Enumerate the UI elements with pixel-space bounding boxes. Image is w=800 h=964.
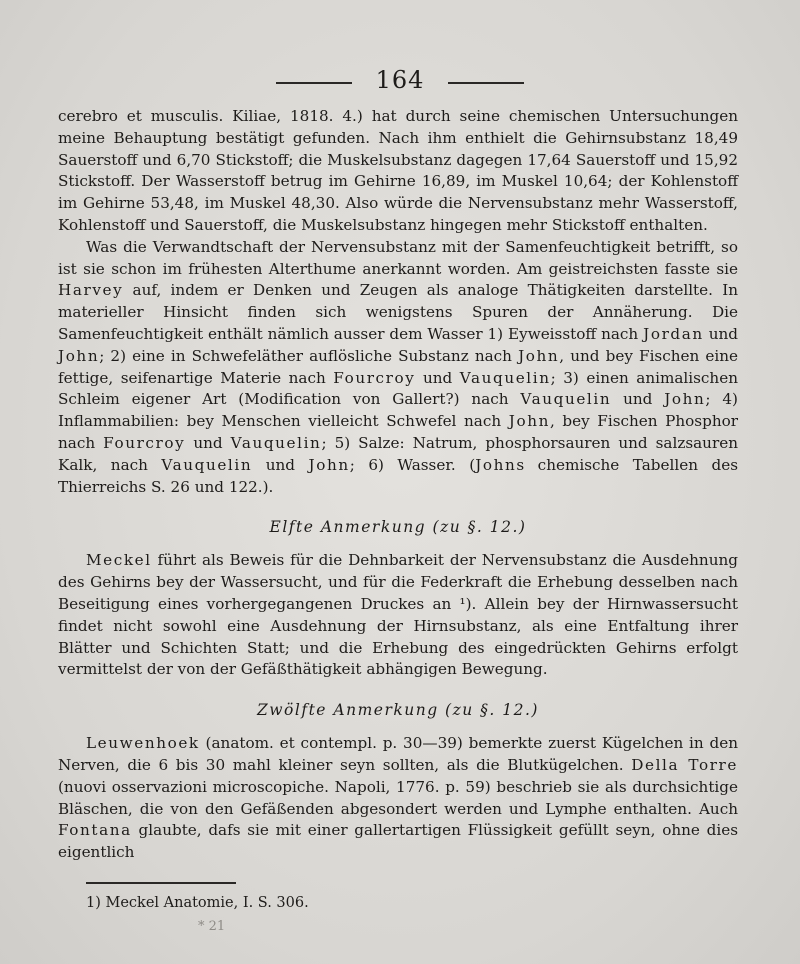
text-run: Was die Verwandtschaft der Nervensubstanz mit der Samenfeuchtigkeit betrifft, so ist sie schon im frühesten Alterthume anerkannt worden. Am geistreichsten fasste sie <box>58 237 738 278</box>
text-run: und <box>703 324 739 343</box>
text-run: und <box>611 390 665 409</box>
text-run: ; 3) einen animalischen Schleim eigener Art (Modification von Gallert?) nach <box>58 368 738 409</box>
spaced-name: Vauquelin <box>459 368 551 387</box>
text-run: ; 6) Wasser. ( <box>349 455 476 474</box>
text-run: auf, indem er Denken und Zeugen als analoge Thätigkeiten darstellte. In materieller Hinsicht finden sich wenigstens Spuren der Annäherung. Die Samenfeuchtigkeit enthält nämlich ausser dem Wasser 1) Eyweisstoff nach <box>58 281 738 343</box>
text-run: cerebro et musculis. Kiliae, 1818. 4.) hat durch seine chemischen Untersuchungen meine Behauptung bestätigt gefunden. Nach ihm enthielt die Gehirnsubstanz 18,49 Sauerstoff und 6,70 Stickstoff; die Muskelsubstanz dagegen 17,64 Sauerstoff und 15,92 Stickstoff. Der Wasserstoff betrug im Gehirne 16,89, im Muskel 10,64; der Kohlenstoff im Gehirne 53,48, im Muskel 48,30. Also würde die Nervensubstanz mehr Wasserstoff, Kohlenstoff und Sauerstoff, die Muskelsubstanz hingegen mehr Stickstoff enthalten. <box>58 107 738 234</box>
text-run: s chemische Tabellen des Thierreichs S. 26 und 122.). <box>58 455 738 496</box>
text-run: und <box>415 368 460 387</box>
text-run: (nuovi osservazioni microscopiche. Napoli, 1776. p. 59) beschrieb sie als durchsichtige Bläschen, die von den Gefäßenden abgesondert werden und Lymphe enthalten. Auch <box>58 777 738 818</box>
spaced-name: John <box>508 412 550 431</box>
header-rule-right <box>448 82 524 84</box>
paragraph-2 <box>58 237 738 499</box>
text-run: ; 4) Inflammabilien: bey Menschen vielleicht Schwefel nach <box>58 390 738 431</box>
spaced-name: John <box>664 390 706 409</box>
text-run: glaubte, dafs sie mit einer gallertartigen Flüssigkeit gefüllt seyn, ohne dies eigentlich <box>58 821 738 862</box>
text-run: ; 2) eine in Schwefeläther auflösliche Substanz nach <box>99 346 519 365</box>
spaced-name: Vauquelin <box>230 433 322 452</box>
header-rule-left <box>276 82 352 84</box>
spaced-name: Vauquelin <box>161 455 253 474</box>
spaced-name: Fourcroy <box>333 368 416 387</box>
text-run: , bey Fischen Phosphor nach <box>58 412 738 452</box>
footnote-rule <box>86 882 236 884</box>
text-run: , und bey Fischen eine fettige, seifenartige Materie nach <box>58 346 739 387</box>
spaced-name: John <box>308 455 350 474</box>
paragraph-4 <box>58 733 738 864</box>
paragraph-3 <box>58 550 738 681</box>
text-run: (anatom. et contempl. p. 30—39) bemerkte zuerst Kügelchen in den Nerven, die 6 bis 30 mahl kleiner seyn sollten, als die Blutkügelchen. <box>58 734 738 774</box>
page-number: 164 <box>375 66 425 94</box>
spaced-name: Jordan <box>643 324 704 343</box>
text-run: und <box>252 455 309 474</box>
text-run: ; 5) Salze: Natrum, phosphorsauren und salzsauren Kalk, nach <box>58 433 738 474</box>
paragraph-1 <box>58 106 738 237</box>
spaced-name: Vauquelin <box>520 390 612 409</box>
spaced-name: Meckel <box>86 551 152 570</box>
spaced-name: Fourcroy <box>103 433 186 452</box>
footnote: 1) Meckel Anatomie, I. S. 306. <box>86 895 309 911</box>
body-text <box>58 106 738 864</box>
text-run: führt als Beweis für die Dehnbarkeit der Nervensubstanz die Ausdehnung des Gehirns bey der Wassersucht, und für die Federkraft die Erhebung desselben nach Beseitigung eines vorhergegangenen Druckes an ¹). Allein bey der Hirnwassersucht findet nicht sowohl eine Ausdehnung der Hirnsubstanz, als eine Entfaltung ihrer Blätter und Schichten Statt; und die Erhebung des eingedrückten Gehirns erfolgt vermittelst der von der Gefäßthätigkeit abhängigen Bewegung. <box>58 551 738 679</box>
spaced-name: Harvey <box>58 281 124 300</box>
spaced-name: Fontana <box>58 821 132 840</box>
page-header <box>0 62 800 102</box>
printer-signature: * 21 <box>198 919 226 934</box>
spaced-name: John <box>518 346 560 365</box>
spaced-name: Leuwenhoek <box>86 734 200 753</box>
section-heading-elfte: Elfte Anmerkung (zu §. 12.) <box>269 518 527 537</box>
text-run: und <box>185 433 231 452</box>
spaced-name: Della Torre <box>631 755 738 774</box>
spaced-name: John <box>58 346 100 365</box>
section-heading-zwoelfte: Zwölfte Anmerkung (zu §. 12.) <box>257 701 539 720</box>
spaced-name: John <box>475 455 517 474</box>
